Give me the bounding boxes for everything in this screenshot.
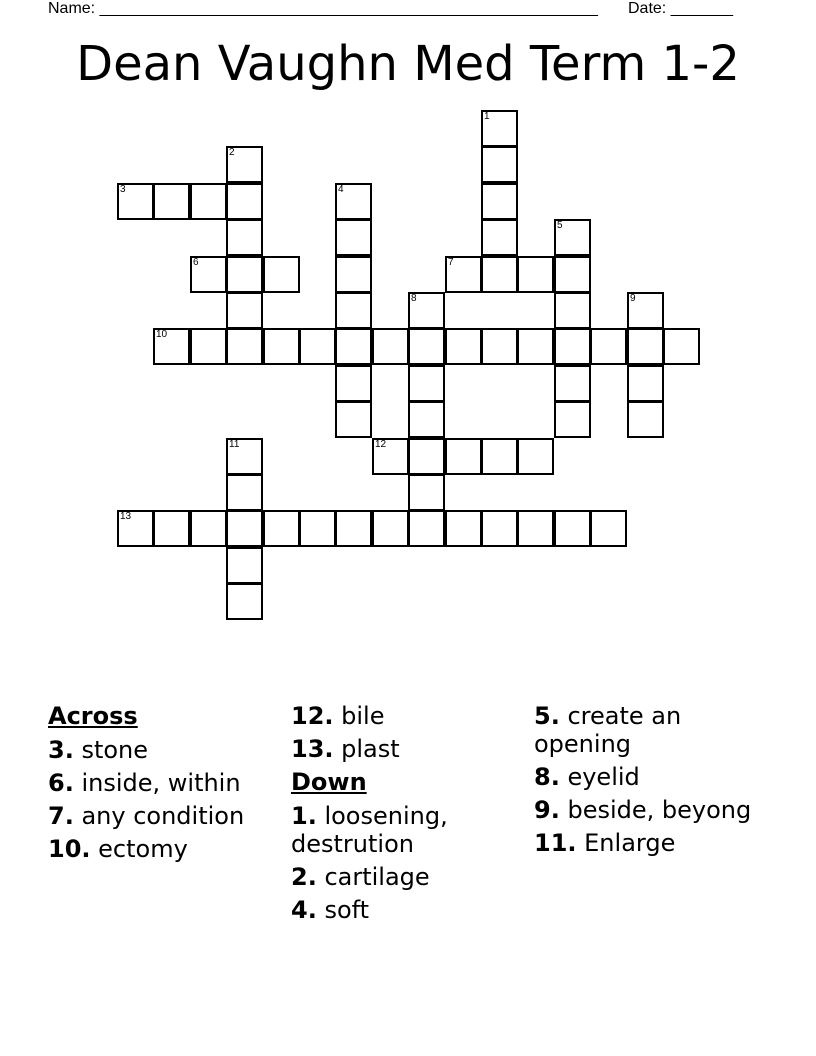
grid-cell[interactable]: [445, 328, 482, 365]
clue-text: plast: [333, 735, 400, 763]
date-field-label: Date: _______: [628, 0, 733, 17]
clue-column-1: [48, 702, 278, 868]
clue-number: 6.: [48, 769, 74, 797]
grid-cell[interactable]: [554, 292, 591, 329]
grid-cell[interactable]: [226, 474, 263, 511]
grid-cell[interactable]: [153, 328, 190, 365]
grid-cell[interactable]: [263, 256, 300, 293]
grid-cell[interactable]: [627, 328, 664, 365]
grid-cell[interactable]: [554, 219, 591, 256]
grid-cell[interactable]: [153, 510, 190, 547]
grid-cell[interactable]: [335, 510, 372, 547]
name-field-label: Name: ________________________________________________________: [48, 0, 598, 17]
grid-cell[interactable]: [190, 328, 227, 365]
grid-cell[interactable]: [226, 219, 263, 256]
grid-cell[interactable]: [226, 183, 263, 220]
grid-cell[interactable]: [554, 510, 591, 547]
grid-cell[interactable]: [481, 146, 518, 183]
grid-cell[interactable]: [481, 256, 518, 293]
clue-text: inside, within: [73, 769, 241, 797]
grid-cell[interactable]: [445, 438, 482, 475]
grid-cell[interactable]: [554, 401, 591, 438]
clue-number: 4.: [291, 896, 317, 924]
grid-cell[interactable]: [481, 438, 518, 475]
clue-number: 3.: [48, 736, 74, 764]
clue-across-7: [48, 802, 278, 830]
grid-cell[interactable]: [190, 256, 227, 293]
grid-cell[interactable]: [445, 256, 482, 293]
clue-down-4: [291, 896, 521, 924]
grid-cell[interactable]: [226, 510, 263, 547]
grid-cell[interactable]: [263, 328, 300, 365]
grid-cell[interactable]: [117, 510, 154, 547]
grid-cell[interactable]: [335, 219, 372, 256]
clue-text: beside, beyong: [559, 796, 752, 824]
clue-column-3: [534, 702, 764, 862]
grid-cell[interactable]: [226, 292, 263, 329]
clue-text: create an opening: [534, 702, 682, 758]
clue-text: Enlarge: [576, 829, 676, 857]
grid-cell[interactable]: [517, 328, 554, 365]
clue-text: any condition: [73, 802, 245, 830]
cell-number: 5: [557, 220, 563, 231]
clue-text: cartilage: [316, 863, 430, 891]
clue-number: 9.: [534, 796, 560, 824]
grid-cell[interactable]: [517, 438, 554, 475]
grid-cell[interactable]: [408, 510, 445, 547]
grid-cell[interactable]: [226, 256, 263, 293]
clue-across-10: [48, 835, 278, 863]
clue-text: soft: [316, 896, 370, 924]
grid-cell[interactable]: [481, 328, 518, 365]
grid-cell[interactable]: [517, 510, 554, 547]
grid-cell[interactable]: [481, 219, 518, 256]
clue-across-13: [291, 735, 521, 763]
clue-number: 10.: [48, 835, 91, 863]
clue-text: eyelid: [559, 763, 640, 791]
cell-number: 9: [630, 293, 636, 304]
grid-cell[interactable]: [226, 583, 263, 620]
clue-across-6: [48, 769, 278, 797]
clue-down-1: [291, 802, 521, 858]
grid-cell[interactable]: [408, 365, 445, 402]
grid-cell[interactable]: [226, 146, 263, 183]
grid-cell[interactable]: [335, 328, 372, 365]
grid-cell[interactable]: [117, 183, 154, 220]
grid-cell[interactable]: [190, 510, 227, 547]
cell-number: 2: [229, 147, 235, 158]
grid-cell[interactable]: [226, 547, 263, 584]
grid-cell[interactable]: [372, 328, 409, 365]
clue-number: 13.: [291, 735, 334, 763]
grid-cell[interactable]: [554, 328, 591, 365]
grid-cell[interactable]: [590, 510, 627, 547]
grid-cell[interactable]: [481, 110, 518, 147]
clue-number: 1.: [291, 802, 317, 830]
clue-across-12: [291, 702, 521, 730]
clue-column-2: [291, 702, 521, 929]
cell-number: 1: [484, 111, 490, 122]
clue-down-9: [534, 796, 764, 824]
cell-number: 6: [193, 257, 199, 268]
grid-cell[interactable]: [408, 328, 445, 365]
clue-number: 11.: [534, 829, 577, 857]
grid-cell[interactable]: [335, 183, 372, 220]
clue-number: 12.: [291, 702, 334, 730]
grid-cell[interactable]: [408, 474, 445, 511]
grid-cell[interactable]: [445, 510, 482, 547]
clue-number: 8.: [534, 763, 560, 791]
clue-number: 5.: [534, 702, 560, 730]
grid-cell[interactable]: [408, 292, 445, 329]
grid-cell[interactable]: [408, 401, 445, 438]
clue-across-3: [48, 736, 278, 764]
grid-cell[interactable]: [299, 328, 336, 365]
grid-cell[interactable]: [335, 365, 372, 402]
grid-cell[interactable]: [335, 401, 372, 438]
cell-number: 13: [120, 511, 132, 522]
grid-cell[interactable]: [481, 510, 518, 547]
grid-cell[interactable]: [627, 401, 664, 438]
grid-cell[interactable]: [627, 365, 664, 402]
cell-number: 10: [156, 329, 168, 340]
clue-number: 7.: [48, 802, 74, 830]
grid-cell[interactable]: [335, 292, 372, 329]
grid-cell[interactable]: [372, 510, 409, 547]
clue-down-5: [534, 702, 764, 758]
clue-text: loosening, destrution: [291, 802, 448, 858]
grid-cell[interactable]: [517, 256, 554, 293]
clue-down-11: [534, 829, 764, 857]
grid-cell[interactable]: [190, 183, 227, 220]
grid-cell[interactable]: [481, 183, 518, 220]
grid-cell[interactable]: [554, 365, 591, 402]
page-title: Dean Vaughn Med Term 1-2: [76, 36, 740, 92]
grid-cell[interactable]: [627, 292, 664, 329]
cell-number: 11: [229, 439, 240, 450]
grid-cell[interactable]: [590, 328, 627, 365]
clue-text: stone: [73, 736, 149, 764]
clue-text: bile: [333, 702, 385, 730]
grid-cell[interactable]: [372, 438, 409, 475]
grid-cell[interactable]: [299, 510, 336, 547]
cell-number: 12: [375, 439, 387, 450]
grid-cell[interactable]: [663, 328, 700, 365]
clue-down-2: [291, 863, 521, 891]
grid-cell[interactable]: [226, 438, 263, 475]
clue-text: ectomy: [90, 835, 188, 863]
down-heading: Down: [291, 768, 367, 796]
across-heading: Across: [48, 702, 138, 730]
clue-down-8: [534, 763, 764, 791]
grid-cell[interactable]: [408, 438, 445, 475]
cell-number: 7: [448, 257, 454, 268]
grid-cell[interactable]: [226, 328, 263, 365]
cell-number: 4: [338, 184, 344, 195]
cell-number: 3: [120, 184, 126, 195]
grid-cell[interactable]: [554, 256, 591, 293]
grid-cell[interactable]: [153, 183, 190, 220]
clue-number: 2.: [291, 863, 317, 891]
cell-number: 8: [411, 293, 417, 304]
grid-cell[interactable]: [335, 256, 372, 293]
grid-cell[interactable]: [263, 510, 300, 547]
